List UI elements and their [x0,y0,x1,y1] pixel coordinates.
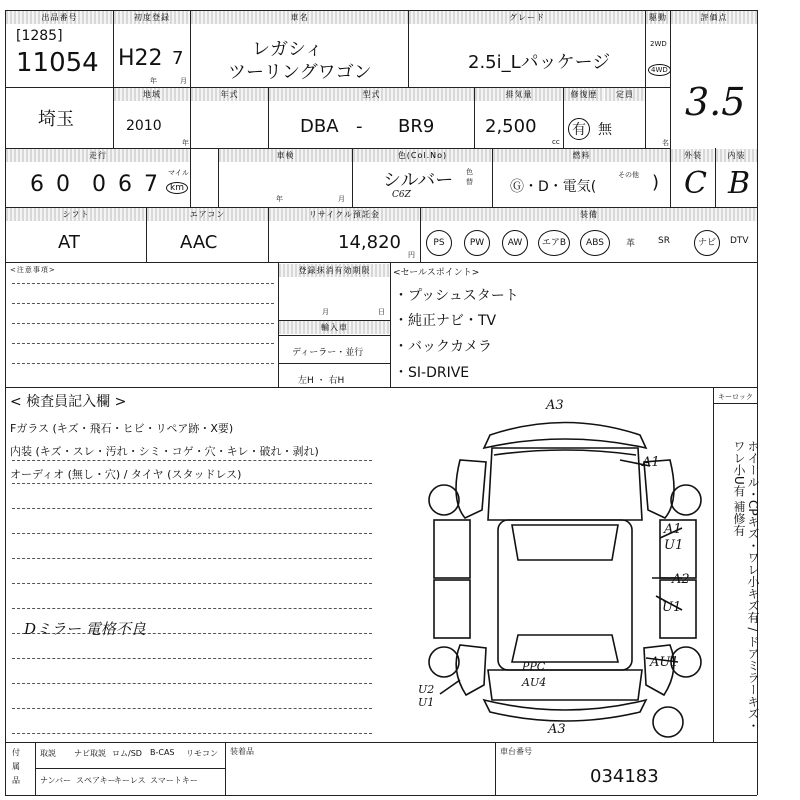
inspection-line [12,733,372,734]
mark-bumper-a: PPC [522,660,546,673]
car-diagram [420,400,710,740]
option-abs: ABS [580,230,610,256]
v5 [670,10,671,207]
h-notes3 [278,363,390,364]
month-mark: 月 [180,77,187,85]
color-label: 色(Col.No) [353,149,492,162]
car-name-label: 車名 [191,11,408,24]
displacement-value: 2,500 [485,116,537,137]
sales-points-label: <セールスポイント> [393,268,480,278]
drive-4wd: 4WD [648,64,671,76]
history-yes [568,118,590,140]
displacement-label: 排気量 [475,88,563,101]
score-value: 3.5 [685,80,746,124]
cc-unit: cc [552,138,560,146]
option-dtv: DTV [730,236,749,246]
lot-bracket: [1285] [16,28,63,44]
color-side-label: 色替 [466,168,473,186]
mileage-d4: 6 [118,172,132,197]
option-ps: PS [426,230,452,256]
tailgate-shape [488,670,642,700]
row4-bottom [5,262,757,263]
accessories-label: 付属品 [12,748,20,785]
inspection-line [12,533,372,534]
year-unit: 年 [182,139,189,147]
mark-door-right1b: U1 [664,538,684,553]
capacity-unit: 名 [662,139,669,147]
grade-value: 2.5i_Lパッケージ [468,52,611,73]
acc-smart-key: スマートキー [150,776,198,785]
car-name-line1: レガシィ [252,39,323,60]
acc-remote: リモコン [186,749,218,758]
mark-bumper-b: AU4 [522,676,547,689]
model-dash: - [356,116,363,137]
mileage-label: 走行 [6,149,190,162]
car-name-line2: ツーリングワゴン [228,62,372,83]
history-yes-circled: 有 [568,118,590,140]
notes-line [12,303,274,304]
left-front-door [434,520,470,578]
inspection-line [12,608,372,609]
wheel-front-left [429,485,459,515]
equipment-label: 装備 [421,208,757,221]
fitted-items-label: 装着品 [230,747,254,756]
acc-navi-manual: ナビ取説 [74,749,106,758]
mileage-d3: 0 [92,172,106,197]
fuel-label: 燃料 [493,149,670,162]
reg-day: 日 [378,308,385,316]
notes-bottom [5,387,757,388]
right-rear-fender [644,645,674,695]
left-rear-fender [456,645,486,695]
first-reg-label: 初度登録 [114,11,190,24]
inspection-handwritten: Dミラー 電格不良 [24,620,146,638]
option-leather: 革 [626,239,636,249]
rear-bumper-shape [484,700,646,721]
inspection-interior: 内装 (キズ・スレ・汚れ・シミ・コゲ・穴・キレ・破れ・剥れ) [10,445,319,458]
score-label: 評価点 [671,11,757,24]
recycle-unit: 円 [408,251,415,259]
sales-point-4: ・SI-DRIVE [394,365,470,381]
chassis-label: 車台番号 [500,747,532,756]
v10 [190,148,191,207]
capacity-label: 定員 [605,88,645,101]
model-year-value: 2010 [126,118,162,134]
reg-month: 月 [322,308,329,316]
notes-line [12,363,274,364]
sales-point-2: ・純正ナビ・TV [394,313,497,329]
h-notes2 [278,335,390,336]
mileage-d5: 7 [144,172,158,197]
wheel-rear-left [429,647,459,677]
sales-point-1: ・プッシュスタート [394,288,519,304]
inspection-windshield: Fガラス (キズ・飛石・ヒビ・リペア跡・X要) [10,422,234,435]
interior-label: 内装 [716,149,757,162]
first-reg-era: H22 [118,46,163,71]
inspection-audio-tire: オーディオ (無し・穴) / タイヤ (スタッドレス) [10,468,242,481]
mark-rear: A3 [548,722,566,737]
steering: 左H ・ 右H [298,376,345,386]
km-unit: km [166,182,188,194]
lot-label: 出品番号 [6,11,113,24]
vf2 [225,742,226,795]
v20 [713,387,714,742]
dealer-type: ディーラー・並行 [292,348,364,358]
notes-line [12,283,274,284]
recycle-value: 14,820 [338,232,401,253]
drive-2wd: 2WD [650,40,667,48]
acc-keyless: キーレス [114,776,146,785]
hood-shape [488,448,642,520]
diagram-side-note: ホイール・CPキズ・ワレ小キズ有 / ドアミラーキズ・ワレ小U有 補修有 [732,440,760,732]
history-no: 無 [598,122,612,138]
inspection-line [12,483,372,484]
mark-rear-left-a: U2 [418,683,435,696]
region-value: 埼玉 [38,109,74,130]
shaken-month: 月 [338,195,345,203]
chassis-number: 034183 [590,766,659,787]
fuel-value: Ⓖ・D・電気( [510,179,597,195]
keylock-label: キーロック [718,393,753,401]
notes-line [12,343,274,344]
wheel-front-right [671,485,701,515]
option-navi: ナビ [694,230,720,256]
first-reg-month: 7 [172,48,184,69]
mark-rear-left-b: U1 [418,696,435,709]
shift-value: AT [58,232,80,253]
v4 [645,10,646,148]
acc-bcas: B-CAS [150,748,175,757]
left-front-fender [456,460,486,518]
inspection-line [12,508,372,509]
color-value: シルバー [383,170,454,191]
mark-door-right1: A1 [664,522,682,537]
mark-rear-right2: AU1 [650,655,679,670]
inspection-line [12,683,372,684]
year-label: 年式 [191,88,268,101]
model-code: BR9 [398,116,435,137]
h-keylock [713,403,757,404]
notes-line [12,323,274,324]
drive-label: 駆動 [646,11,670,24]
inspection-bottom [5,742,757,743]
windshield-shape [512,525,618,560]
fuel-close: ) [652,172,660,193]
frame-left [5,10,6,795]
frame-bottom [5,795,757,796]
mark-rear-right: U1 [662,600,682,615]
grade-label: グレード [409,11,645,24]
year-mark: 年 [150,77,157,85]
import-label: 輸入車 [279,321,390,334]
shift-label: シフト [6,208,146,221]
lot-number: 11054 [16,48,99,78]
exterior-label: 外装 [671,149,715,162]
model-prefix: DBA [300,116,339,137]
mark-front: A3 [546,398,564,413]
inspection-line [12,460,372,461]
acc-number: ナンバー [40,776,72,785]
hf1 [35,768,225,769]
option-pw: PW [464,230,490,256]
acc-manual: 取説 [40,749,56,758]
shaken-year: 年 [276,195,283,203]
recycle-label: リサイクル預託金 [269,208,420,221]
inspection-line [12,708,372,709]
cabin-shape [498,520,632,670]
v1 [113,10,114,148]
option-airbag: エアB [538,230,570,256]
inspection-title: < 検査員記入欄 > [10,394,127,410]
shaken-label: 車検 [219,149,352,162]
option-aw: AW [502,230,528,256]
rear-glass-shape [512,635,618,662]
model-label: 型式 [269,88,474,101]
sales-point-3: ・バックカメラ [394,339,492,355]
region-label: 地域 [114,88,190,101]
mileage-d1: 6 [30,172,44,197]
acc-rom-sd: ロム/SD [112,749,142,758]
option-sr: SR [658,236,670,246]
mile-unit: マイル [168,169,189,177]
inspection-line [12,658,372,659]
vf3 [495,742,496,795]
exterior-value: C [684,166,707,201]
ac-value: AAC [180,232,218,253]
history-label: 修復歴 [564,88,604,101]
v19 [390,262,391,387]
inspection-line [12,558,372,559]
dealer-notes-label: <注意事項> [10,266,56,274]
mark-front-right: A1 [642,455,660,470]
mileage-d2: 0 [56,172,70,197]
front-bumper-shape [484,423,646,449]
spare-wheel [653,707,683,737]
mark-door-right2: A2 [672,572,690,587]
inspection-line [12,583,372,584]
interior-value: B [728,166,751,201]
acc-spare-key: スペアキー [76,776,116,785]
ac-label: エアコン [147,208,268,221]
color-code: C6Z [392,190,411,200]
left-rear-door [434,580,470,638]
fuel-other: その他 [618,171,639,179]
reg-expiry-label: 登録抹消有効期限 [279,264,390,277]
